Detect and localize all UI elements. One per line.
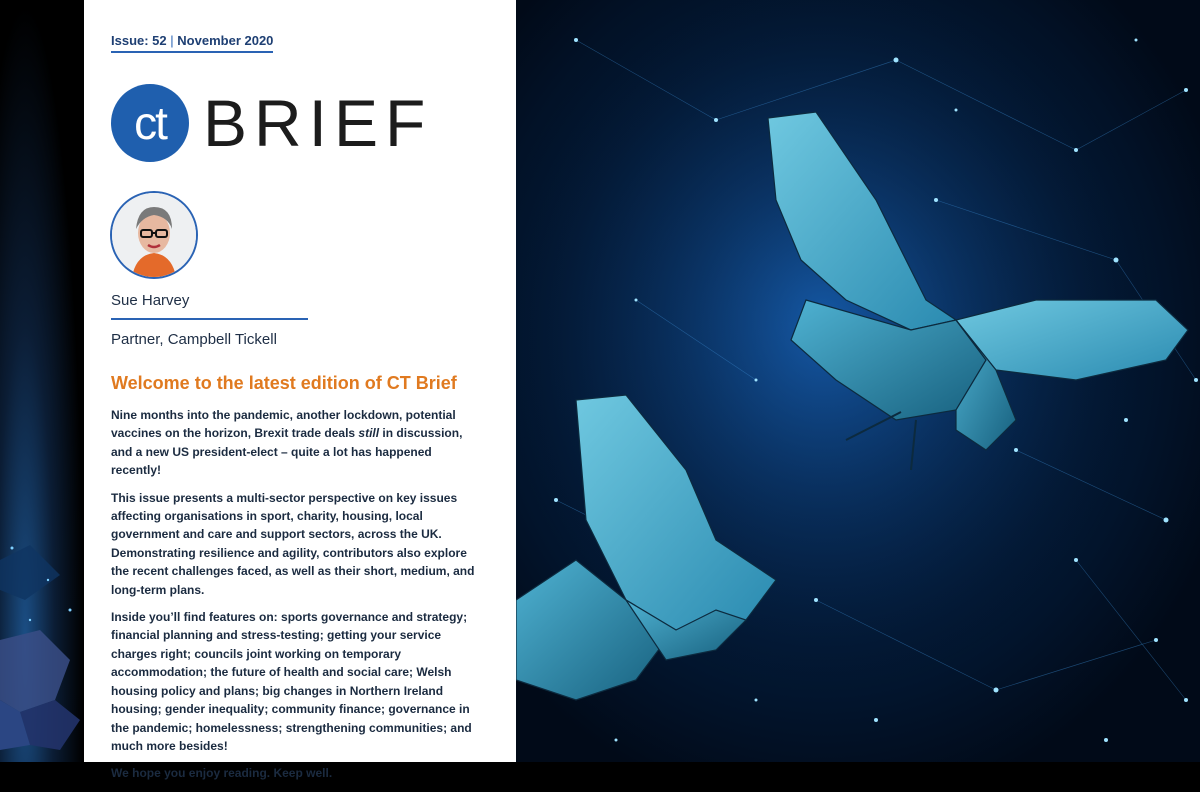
p1-text-start: Nine months into the pandemic, another lockdown, potential vaccines on the horizon, Brexit trade deals	[111, 408, 456, 441]
issue-date: November 2020	[177, 33, 274, 48]
intro-paragraph-2: This issue presents a multi-sector perspective on key issues affecting organisations in sport, charity, housing, local government and care and support sectors, across the UK. Demonstrating resilience and agility, contributors also explore the recent challenges faced, as well as their short, medium, and long-term plans.	[111, 490, 475, 597]
p1-emphasis: still	[358, 426, 380, 441]
author-photo	[110, 191, 198, 279]
issue-number: Issue: 52	[111, 33, 167, 48]
issue-label	[111, 33, 273, 53]
intro-paragraph-3: Inside you’ll find features on: sports governance and strategy; financial planning and stress-testing; getting your service charges right; councils joint working on temporary accommodation; the future of health and social care; Welsh housing policy and plans; big changes in Northern Ireland housing; gender inequality; community finance; governance in the pandemic; homelessness; strengthening communities; and much more besides!	[111, 610, 472, 753]
left-background-art	[0, 0, 84, 762]
welcome-heading: Welcome to the latest edition of CT Brief	[111, 373, 457, 393]
intro-paragraph-1	[111, 406, 481, 480]
ct-brief-logo	[111, 83, 432, 163]
butterfly-background-art	[516, 0, 1200, 762]
ct-logo-icon: ct	[111, 84, 189, 162]
issue-separator: |	[170, 33, 174, 48]
intro-paragraph-4: We hope you enjoy reading. Keep well.	[111, 766, 333, 781]
logo-wordmark: BRIEF	[203, 86, 433, 160]
crystal-fragment-art	[0, 0, 84, 762]
author-portrait-icon	[112, 193, 196, 277]
author-name: Sue Harvey	[111, 292, 308, 320]
newsletter-panel	[84, 0, 516, 781]
intro-body	[111, 406, 481, 792]
p1-text-end: in discussion, and a new US president-elect – quite a lot has happened recently!	[111, 426, 463, 478]
author-role: Partner, Campbell Tickell	[111, 331, 277, 348]
butterfly-illustration	[516, 0, 1200, 762]
